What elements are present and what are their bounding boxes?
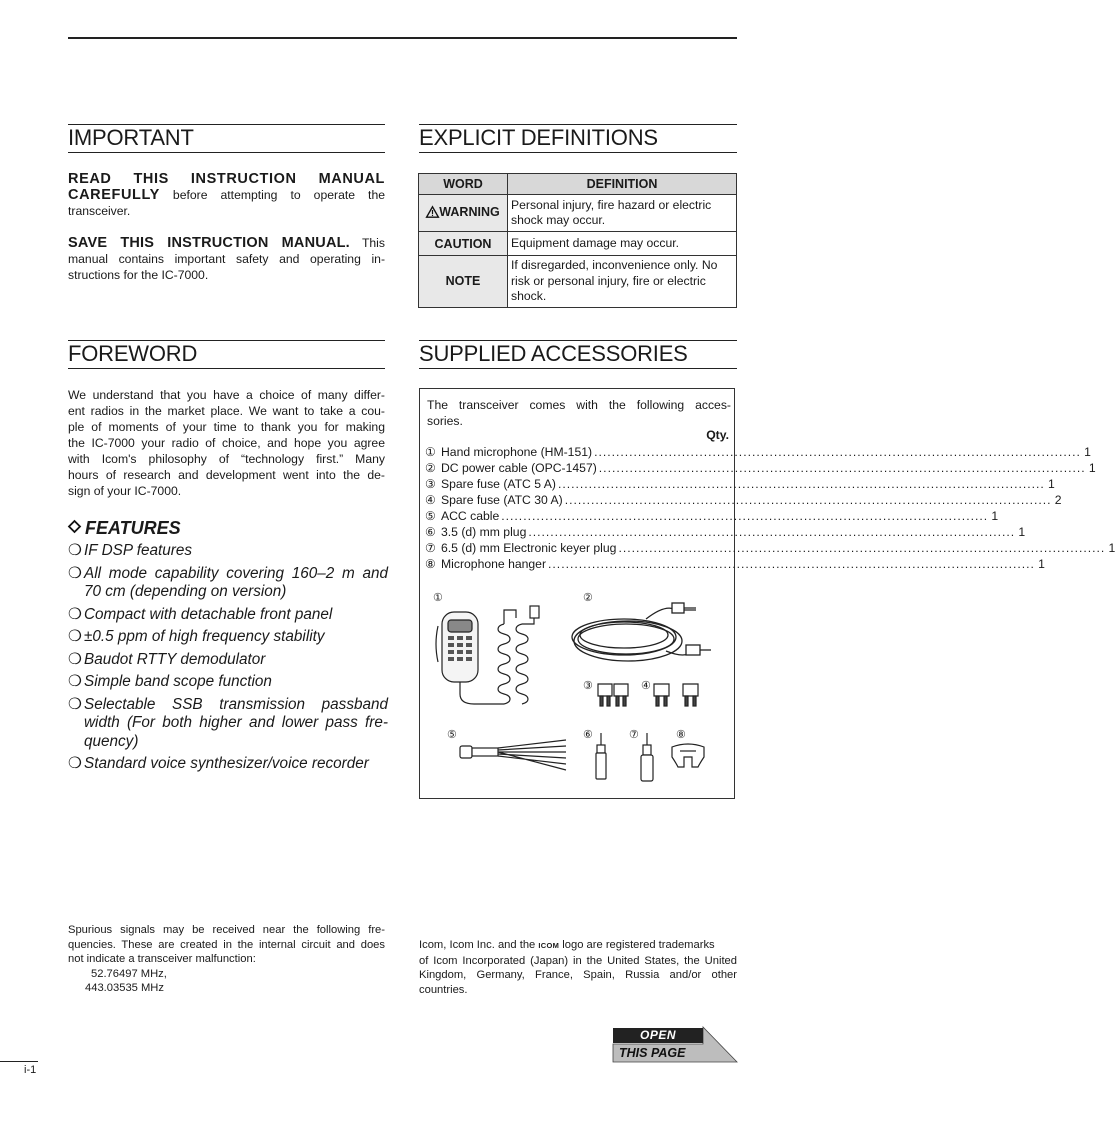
important-underline [68, 152, 385, 153]
spurious-note: Spurious signals may be received near the following fre- quencies. These are created in the internal circuit and does not indicate a transceiver malfunction: 52.76497 MHz, 443.03535 MHz [68, 924, 385, 994]
caution-definition: Equipment damage may occur. [508, 232, 737, 256]
feature-bullet-icon: ❍ [68, 564, 82, 582]
foreword-title: FOREWORD [68, 341, 198, 366]
warning-definition: Personal injury, fire hazard or electric shock may occur. [508, 195, 737, 232]
foreword-underline [68, 368, 385, 369]
feature-bullet-icon: ❍ [68, 628, 82, 645]
foreword-line: We understand that you have a choice of many differ- [68, 388, 385, 402]
accessory-item: ② DC power cable (OPC-1457) ............................................................................................................... 1 [425, 461, 1096, 475]
foreword-line: with Icom's philosophy of “technology first.” Many [68, 452, 385, 466]
save-rest-1: This [349, 236, 385, 250]
page-number: i-1 [24, 1064, 37, 1076]
figure-label-2: ② [583, 592, 593, 604]
accessory-item: ⑤ ACC cable ............................................................................................................... 1 [425, 509, 999, 523]
spurious-freq-2: 443.03535 MHz [85, 982, 164, 994]
spare-fuse-5a-icon [594, 682, 634, 710]
feature-bullet-icon: ❍ [68, 673, 82, 690]
feature-item: ❍ ±0.5 ppm of high frequency stability [68, 628, 325, 645]
foreword-line: ple of moments of your time to thank you for making [68, 420, 385, 434]
microphone-hanger-icon [670, 743, 706, 769]
read-manual-bold: READ THIS INSTRUCTION MANUAL [68, 171, 385, 187]
important-rule [68, 124, 385, 125]
trademark-note: Icom, Icom Inc. and the ICOM logo are registered trademarks of Icom Incorporated (Japan) in the United States, the United Kingdom, Germany, France, Spain, Russia and/or other countries. [419, 939, 737, 996]
qty-label: Qty. [706, 428, 729, 442]
top-rule [68, 37, 737, 39]
feature-item: ❍ Simple band scope function [68, 673, 272, 690]
accessories-intro: The transceiver comes with the following acces- sories. [427, 398, 731, 428]
warning-triangle-icon [426, 206, 439, 221]
definitions-underline [419, 152, 737, 153]
feature-item: ❍ IF DSP features [68, 542, 192, 559]
this-page-label: THIS PAGE [619, 1046, 686, 1060]
warning-word: WARNING [439, 205, 500, 219]
definitions-rule [419, 124, 737, 125]
feature-bullet-icon: ❍ [68, 605, 82, 623]
accessory-item: ⑥ 3.5 (d) mm plug ............................................................................................................... 1 [425, 525, 1026, 539]
note-word: NOTE [419, 256, 508, 308]
important-save-paragraph [68, 235, 385, 283]
foreword-line: the IC-7000 your radio of choice, and hope you agree [68, 436, 385, 450]
figure-label-3: ③ [583, 680, 593, 692]
dc-power-cable-icon [566, 601, 726, 691]
feature-item: ❍ Selectable SSB transmission passband width (For both higher and lower pass fre- quency) [68, 695, 388, 750]
important-read-paragraph [68, 171, 385, 219]
feature-item: ❍ Standard voice synthesizer/voice recorder [68, 755, 369, 772]
spare-fuse-30a-icon [651, 682, 709, 710]
definitions-table-wrap [418, 173, 737, 308]
figure-label-8: ⑧ [676, 729, 686, 741]
accessory-item: ④ Spare fuse (ATC 30 A) ............................................................................................................... 2 [425, 493, 1062, 507]
open-label: OPEN [613, 1028, 703, 1043]
page-number-rule [0, 1061, 38, 1062]
acc-cable-icon [458, 734, 568, 774]
important-title: IMPORTANT [68, 125, 194, 150]
figure-label-5: ⑤ [447, 729, 457, 741]
carefully-bold: CAREFULLY [68, 187, 160, 203]
accessory-item: ① Hand microphone (HM-151) ............................................................................................................... 1 [425, 445, 1091, 459]
hand-microphone-icon [434, 604, 554, 716]
figure-label-1: ① [433, 592, 443, 604]
features-heading [68, 517, 181, 539]
plug-6-5mm-icon [639, 731, 657, 783]
definitions-title: EXPLICIT DEFINITIONS [419, 125, 658, 150]
definitions-table [418, 173, 737, 308]
figure-label-7: ⑦ [629, 729, 639, 741]
save-rest-3: structions for the IC-7000. [68, 268, 209, 282]
feature-item: ❍ Compact with detachable front panel [68, 605, 333, 623]
accessory-item: ⑧ Microphone hanger ............................................................................................................... 1 [425, 557, 1045, 571]
foreword-line: hours of research and development went into the de- [68, 468, 385, 482]
foreword-line: ent radios in the market place. We want to take a cou- [68, 404, 385, 418]
foreword-rule [68, 340, 385, 341]
save-manual-bold: SAVE THIS INSTRUCTION MANUAL. [68, 235, 350, 251]
features-list [68, 542, 388, 778]
caution-word: CAUTION [419, 232, 508, 256]
feature-bullet-icon: ❍ [68, 542, 82, 559]
diamond-icon [68, 517, 81, 538]
feature-item: ❍ All mode capability covering 160–2 m and 70 cm (depending on version) [68, 564, 388, 600]
features-heading-text: FEATURES [85, 518, 181, 538]
accessories-box [419, 388, 1115, 799]
note-definition: If disregarded, inconvenience only. No risk or personal injury, fire or electric shock. [508, 256, 737, 308]
feature-bullet-icon: ❍ [68, 695, 82, 713]
spurious-freq-1: 52.76497 MHz, [91, 967, 167, 980]
open-this-page-tab[interactable] [613, 1027, 738, 1063]
icom-logo: ICOM [538, 941, 560, 950]
feature-bullet-icon: ❍ [68, 650, 82, 668]
accessories-rule [419, 340, 737, 341]
figure-label-4: ④ [641, 680, 651, 692]
read-rest-2: transceiver. [68, 204, 131, 218]
read-rest: before attempting to operate the [159, 188, 385, 202]
figure-label-6: ⑥ [583, 729, 593, 741]
accessory-item: ③ Spare fuse (ATC 5 A) ............................................................................................................... 1 [425, 477, 1055, 491]
feature-bullet-icon: ❍ [68, 755, 82, 772]
save-rest-2: manual contains important safety and operating in- [68, 252, 385, 266]
foreword-line: sign of your IC-7000. [68, 484, 182, 498]
accessories-title: SUPPLIED ACCESSORIES [419, 341, 688, 366]
col-word-header: WORD [419, 174, 508, 195]
col-definition-header: DEFINITION [508, 174, 737, 195]
accessory-item: ⑦ 6.5 (d) mm Electronic keyer plug ............................................................................................................... 1 [425, 541, 1115, 555]
plug-3-5mm-icon [594, 731, 610, 781]
feature-item: ❍ Baudot RTTY demodulator [68, 650, 266, 668]
warning-word-cell [419, 195, 508, 232]
accessories-underline [419, 368, 737, 369]
foreword-paragraph [68, 387, 385, 499]
accessories-list [425, 444, 1115, 572]
